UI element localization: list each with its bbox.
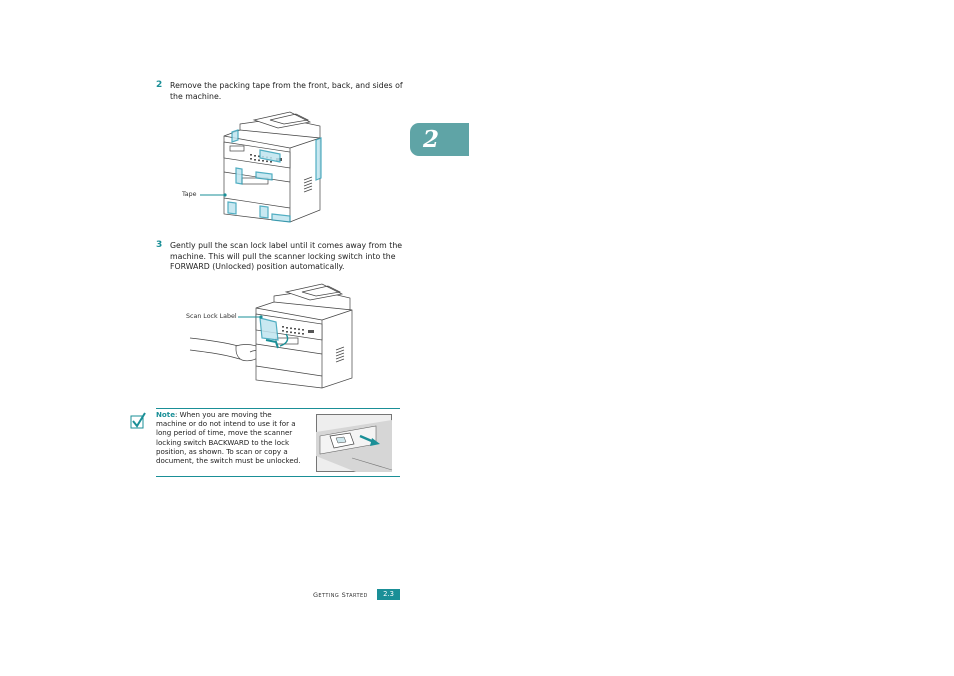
footer-section-text: Getting Started — [313, 591, 368, 599]
step-2-line-2: the machine. — [170, 91, 222, 101]
note-label: Note — [156, 410, 176, 419]
chapter-tab-number: 2 — [423, 126, 440, 153]
note-line-6: document, the switch must be unlocked. — [156, 456, 301, 466]
note-bottom-rule — [156, 476, 400, 477]
note-top-rule — [156, 408, 400, 409]
step-3-text — [170, 241, 410, 273]
tape-callout-line — [198, 191, 228, 201]
note-line-1: : When you are moving the — [175, 410, 272, 419]
step-3-line-3: FORWARD (Unlocked) position automatically. — [170, 262, 345, 272]
tape-callout-label: Tape — [182, 191, 197, 198]
note-line-2: machine or do not intend to use it for a — [156, 419, 296, 429]
step-2-text — [170, 81, 410, 102]
note-text — [156, 410, 306, 465]
step-3-line-2: machine. This will pull the scanner locking switch into the — [170, 251, 396, 261]
checkmark-note-icon — [130, 412, 146, 430]
step-2-line-1: Remove the packing tape from the front, back, and sides of — [170, 81, 403, 90]
scan-lock-callout-label: Scan Lock Label — [186, 313, 237, 320]
note-line-5: position, as shown. To scan or copy a — [156, 446, 288, 456]
note-line-4: locking switch BACKWARD to the lock — [156, 437, 290, 447]
lock-switch-illustration — [316, 414, 392, 472]
page-number-badge: 2.3 — [377, 589, 400, 600]
printer-tape-illustration — [220, 106, 330, 228]
chapter-tab — [410, 123, 469, 156]
note-line-3: long period of time, move the scanner — [156, 428, 293, 438]
footer-section-title — [313, 591, 368, 599]
scan-lock-illustration — [190, 280, 360, 390]
step-3-line-1: Gently pull the scan lock label until it comes away from the — [170, 241, 403, 250]
step-3-number: 3 — [156, 240, 163, 250]
step-2-number: 2 — [156, 80, 163, 90]
scan-lock-callout-line — [236, 313, 266, 323]
